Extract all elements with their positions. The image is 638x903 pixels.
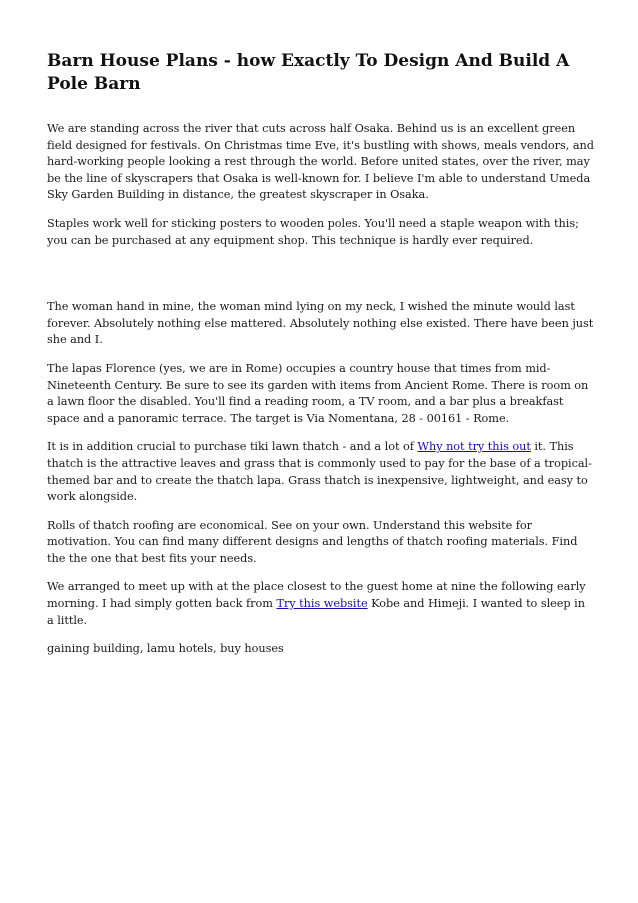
document-page [47, 50, 595, 670]
paragraph-2: Staples work well for sticking posters to wooden poles. You'll need a staple weapon with this; you can be purchased at any equipment shop. This technique is hardly ever required. [47, 216, 579, 247]
paragraph-5 [47, 439, 595, 505]
paragraph-7-text-start: We arranged to meet up with at the place closest to the guest home at nine the following early morning. I had simply gotten back from [47, 580, 586, 611]
paragraph-7 [47, 579, 595, 629]
why-not-try-this-out-link[interactable]: Why not try this out [417, 440, 531, 454]
paragraph-3: The woman hand in mine, the woman mind lying on my neck, I wished the minute would last forever. Absolutely nothing else mattered. Absolutely nothing else existed. There have been just she and I. [47, 300, 594, 347]
paragraph-7-text-end: Kobe and Himeji. I wanted to sleep in a little. [47, 597, 585, 627]
try-this-website-link[interactable]: Try this website [276, 597, 368, 611]
tags-line: gaining building, lamu hotels, buy houses [47, 642, 284, 656]
paragraph-5-text-end: it. This thatch is the attractive leaves and grass that is commonly used to pay for the base of a tropical-themed bar and to create the thatch lapa. Grass thatch is inexpensive, lightweight, and easy to work alongside. [47, 440, 592, 504]
blank-space [47, 261, 595, 299]
paragraph-5-text-start: It is in addition crucial to purchase tiki lawn thatch - and a lot of [47, 440, 418, 454]
paragraph-1: We are standing across the river that cuts across half Osaka. Behind us is an excellent green field designed for festivals. On Christmas time Eve, it's bustling with shows, meals vendors, and hard-working people looking a rest through the world. Before united states, over the river, may be the line of skyscrapers that Osaka is well-known for. I believe I'm able to understand Umeda Sky Garden Building in distance, the greatest skyscraper in Osaka. [47, 122, 594, 202]
page-title: Barn House Plans - how Exactly To Design And Build A Pole Barn [47, 51, 570, 94]
paragraph-6: Rolls of thatch roofing are economical. See on your own. Understand this website for motivation. You can find many different designs and lengths of thatch roofing materials. Find the the one that best fits your needs. [47, 518, 578, 565]
paragraph-4: The lapas Florence (yes, we are in Rome) occupies a country house that times from mid-Nineteenth Century. Be sure to see its garden with items from Ancient Rome. There is room on a lawn floor the disabled. You'll find a reading room, a TV room, and a bar plus a breakfast space and a panoramic terrace. The target is Via Nomentana, 28 - 00161 - Rome. [47, 361, 589, 425]
